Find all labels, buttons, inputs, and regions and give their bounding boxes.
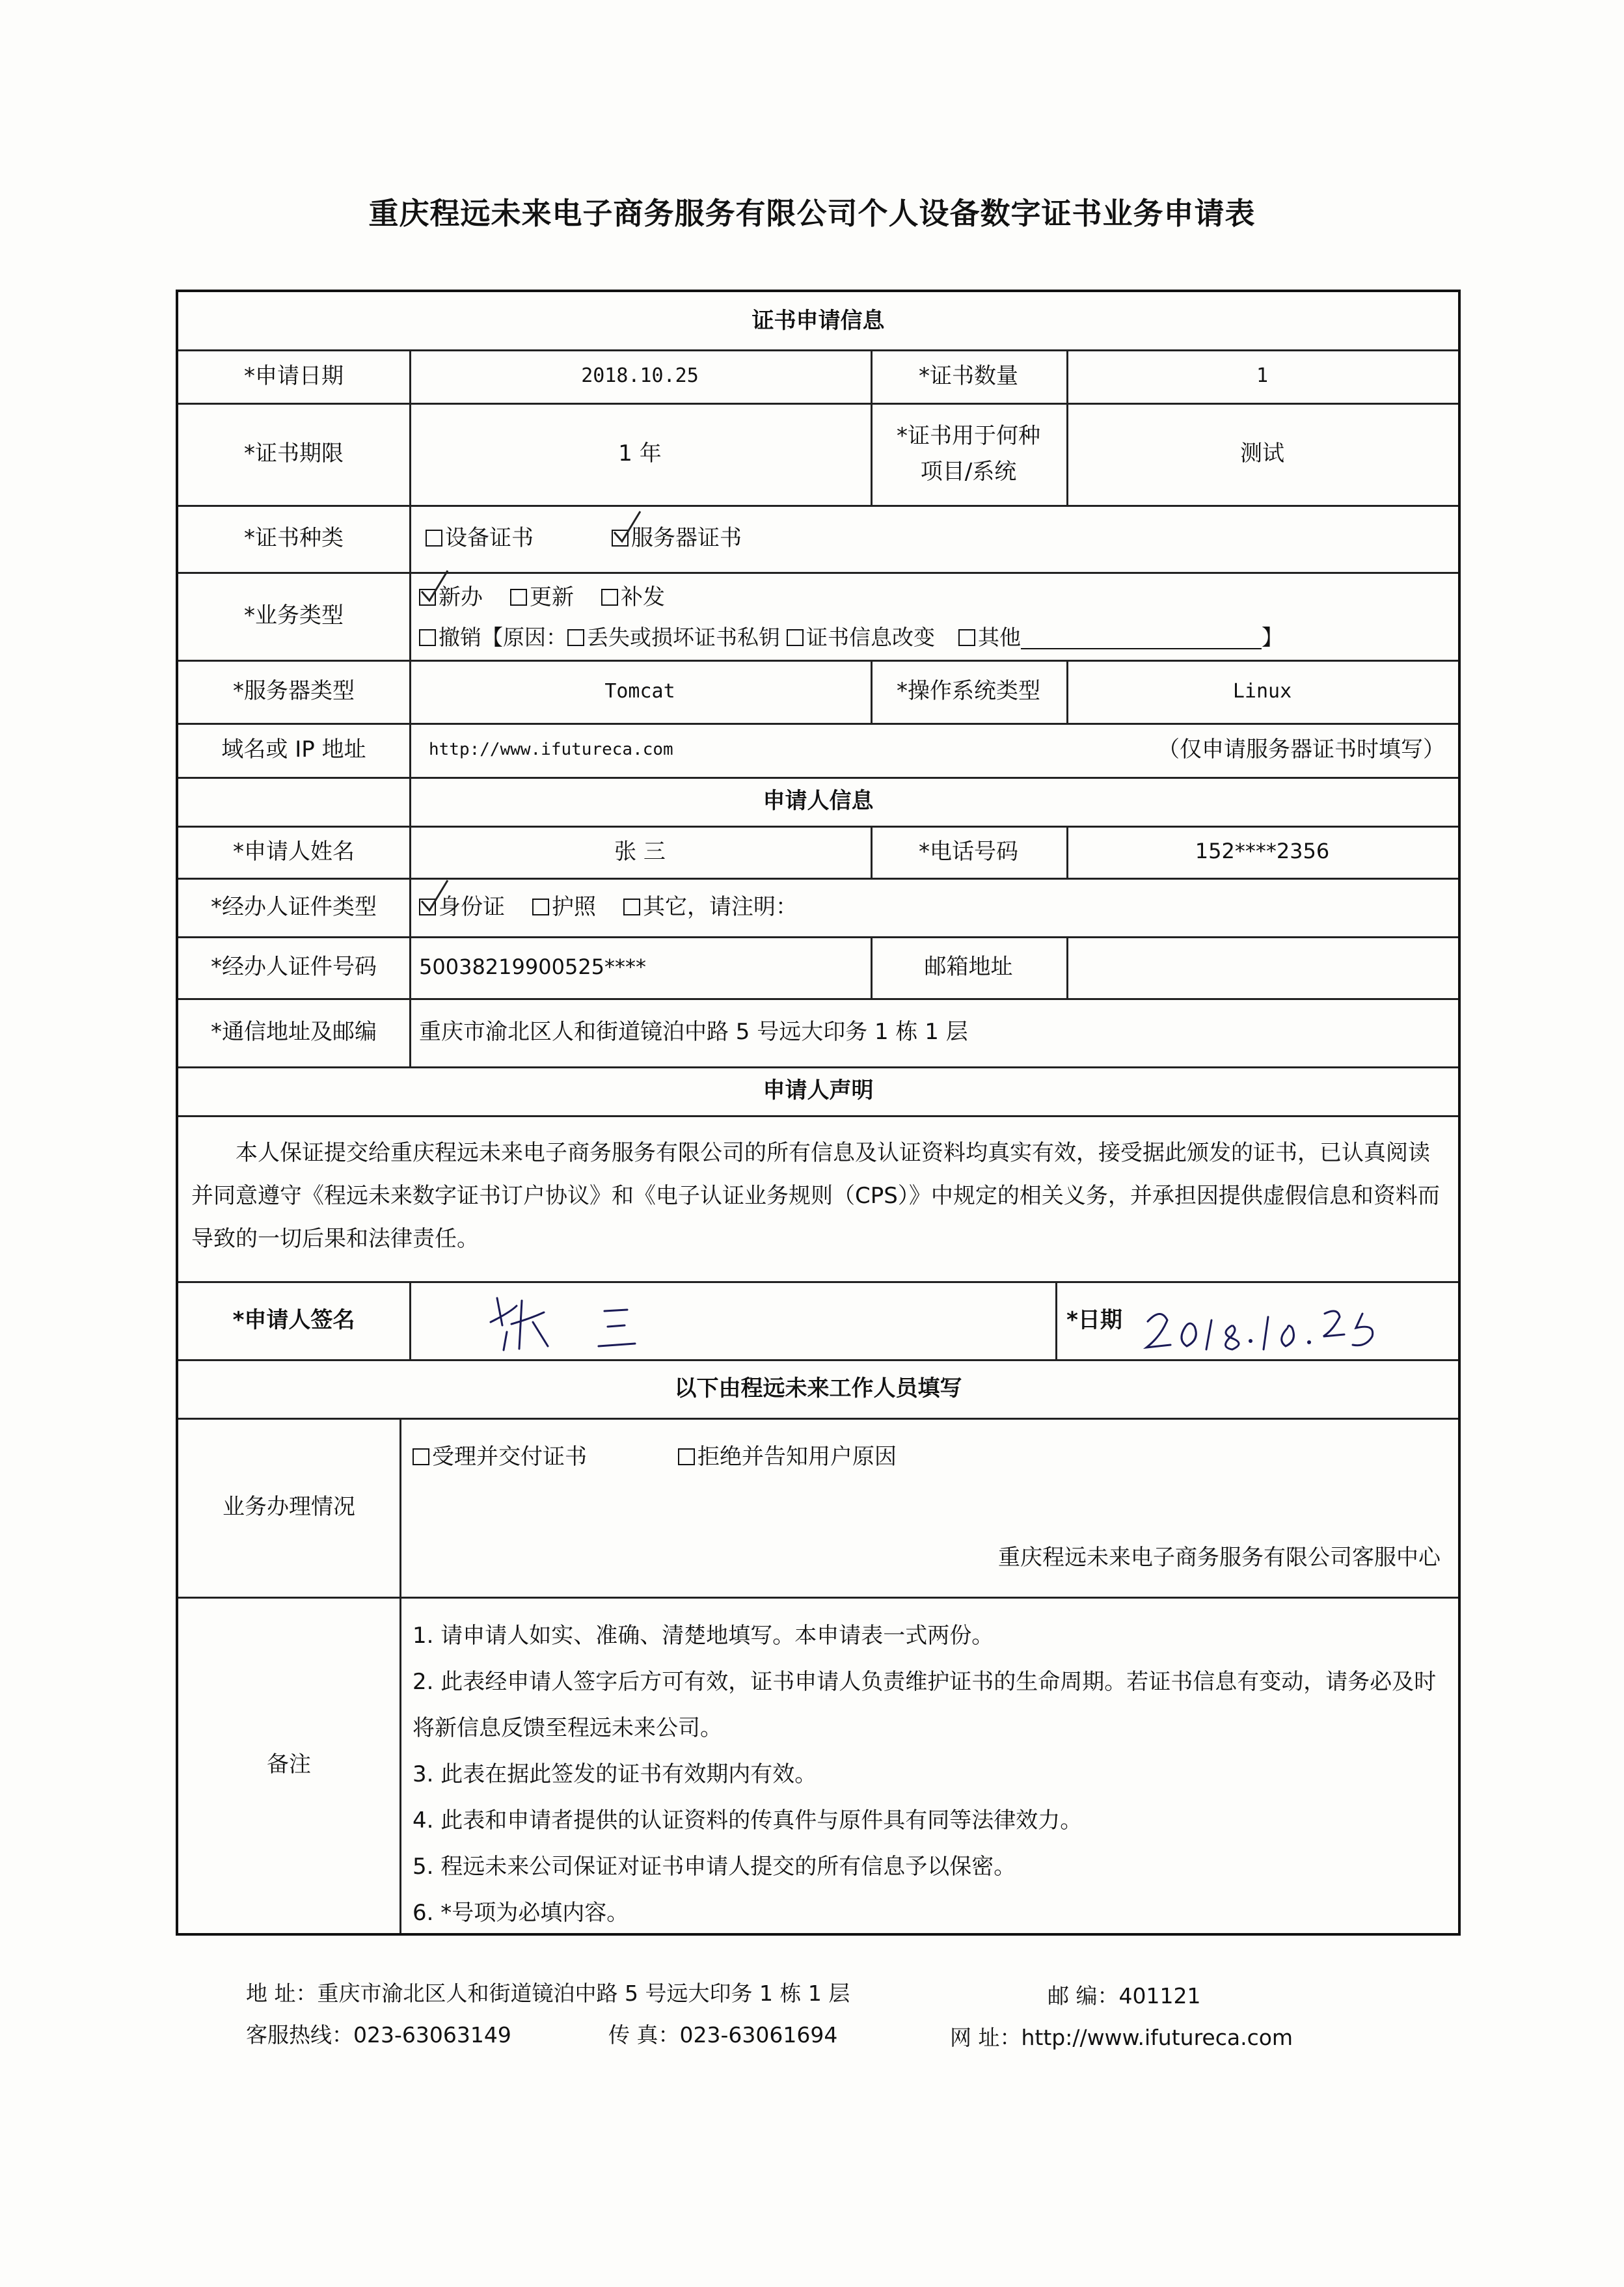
phone-value[interactable]: 152****2356 xyxy=(1195,839,1330,864)
note-item: 3. 此表在据此签发的证书有效期内有效。 xyxy=(413,1761,817,1787)
other-blank[interactable] xyxy=(1021,627,1262,649)
declaration-text: 本人保证提交给重庆程远未来电子商务服务有限公司的所有信息及认证资料均真实有效，接受据此颁发的证书，已认真阅读并同意遵守《程远未来数字证书订户协议》和《电子认证业务规则（CPS）》中规定的相关义务，并承担因提供虚假信息和资料而导致的一切后果和法律责任。 xyxy=(191,1140,1440,1252)
checkbox-icon[interactable] xyxy=(426,530,442,547)
biz-type-options xyxy=(419,572,1447,616)
email-value[interactable] xyxy=(1066,936,1458,998)
checkbox-icon[interactable] xyxy=(510,589,527,606)
notes-list xyxy=(413,1613,1454,1936)
option-reissue[interactable]: 补发 xyxy=(601,580,665,615)
server-type-value[interactable]: Tomcat xyxy=(604,679,675,703)
checkbox-checked-icon[interactable] xyxy=(419,589,436,606)
tick-icon xyxy=(418,878,457,917)
page-title: 重庆程远未来电子商务服务有限公司个人设备数字证书业务申请表 xyxy=(368,196,1256,231)
option-other[interactable]: 其他 xyxy=(958,621,1021,655)
id-type-label: *经办人证件类型 xyxy=(211,893,377,920)
note-item: 6. *号项为必填内容。 xyxy=(413,1900,629,1926)
checkbox-checked-icon[interactable] xyxy=(612,530,629,547)
checkbox-icon[interactable] xyxy=(413,1448,429,1465)
id-type-options xyxy=(419,878,1447,936)
id-no-value[interactable]: 50038219900525**** xyxy=(419,954,647,979)
notes-label: 备注 xyxy=(267,1752,311,1778)
usage-label-line2: 项目/系统 xyxy=(920,458,1017,485)
note-item: 5. 程远未来公司保证对证书申请人提交的所有信息予以保密。 xyxy=(413,1854,1016,1880)
option-new[interactable]: 新办 xyxy=(419,580,483,615)
checkbox-icon[interactable] xyxy=(623,899,640,915)
address-label: *通信地址及邮编 xyxy=(211,1019,377,1046)
date-value[interactable]: 2018.10.25 xyxy=(581,364,699,387)
note-item: 2. 此表经申请人签字后方可有效，证书申请人负责维护证书的生命周期。若证书信息有变动，请务必及时将新信息反馈至程远未来公司。 xyxy=(413,1669,1437,1741)
name-value[interactable]: 张 三 xyxy=(614,838,666,865)
handling-label: 业务办理情况 xyxy=(223,1494,355,1521)
option-id-card[interactable]: 身份证 xyxy=(419,889,505,925)
address-value[interactable]: 重庆市渝北区人和街道镜泊中路 5 号远大印务 1 栋 1 层 xyxy=(419,1019,968,1046)
option-other-id[interactable]: 其它，请注明： xyxy=(623,889,798,925)
server-type-label: *服务器类型 xyxy=(233,678,355,705)
revoke-row xyxy=(419,616,1447,660)
option-lost-key[interactable]: 丢失或损坏证书私钥 xyxy=(567,621,780,655)
note-item: 4. 此表和申请者提供的认证资料的传真件与原件具有同等法律效力。 xyxy=(413,1807,1083,1834)
qty-label: *证书数量 xyxy=(919,362,1018,389)
domain-label: 域名或 IP 地址 xyxy=(221,737,366,763)
usage-label xyxy=(871,403,1066,505)
domain-note: （仅申请服务器证书时填写） xyxy=(1157,737,1445,763)
tick-icon xyxy=(418,568,457,607)
sign-date-label: *日期 xyxy=(1066,1306,1122,1333)
section-staff: 以下由程远未来工作人员填写 xyxy=(674,1375,962,1401)
date-label: *申请日期 xyxy=(244,362,344,389)
domain-value[interactable]: http://www.ifutureca.com xyxy=(429,739,673,759)
cert-type-options xyxy=(426,505,1434,572)
footer-website[interactable]: 网 址：http://www.ifutureca.com xyxy=(950,2025,1293,2050)
os-type-value[interactable]: Linux xyxy=(1232,679,1292,703)
checkbox-icon[interactable] xyxy=(958,629,975,646)
os-type-label: *操作系统类型 xyxy=(897,678,1040,705)
usage-label-line1: *证书用于何种 xyxy=(897,423,1040,450)
checkbox-icon[interactable] xyxy=(532,899,549,915)
handwritten-date[interactable] xyxy=(1135,1288,1408,1356)
section-applicant-info: 申请人信息 xyxy=(763,788,874,815)
id-no-label: *经办人证件号码 xyxy=(211,954,377,981)
signature-label: *申请人签名 xyxy=(232,1306,355,1333)
checkbox-checked-icon[interactable] xyxy=(419,899,436,915)
option-server-cert[interactable]: 服务器证书 xyxy=(612,521,742,556)
note-item: 1. 请申请人如实、准确、清楚地填写。本申请表一式两份。 xyxy=(413,1623,994,1649)
option-revoke[interactable]: 撤销 xyxy=(419,621,481,655)
option-renew[interactable]: 更新 xyxy=(510,580,574,615)
qty-value[interactable]: 1 xyxy=(1256,364,1269,387)
section-cert-info: 证书申请信息 xyxy=(751,307,885,334)
option-passport[interactable]: 护照 xyxy=(532,889,596,925)
option-device-cert[interactable]: 设备证书 xyxy=(426,521,534,556)
phone-label: *电话号码 xyxy=(919,838,1018,865)
applicant-signature[interactable] xyxy=(471,1286,731,1355)
checkbox-icon[interactable] xyxy=(567,629,584,646)
email-label: 邮箱地址 xyxy=(924,954,1013,981)
checkbox-icon[interactable] xyxy=(419,629,436,646)
footer-address: 地 址：重庆市渝北区人和街道镜泊中路 5 号远大印务 1 栋 1 层 xyxy=(246,1981,850,2006)
usage-value[interactable]: 测试 xyxy=(1240,440,1284,467)
footer-postcode: 邮 编：401121 xyxy=(1048,1983,1201,2009)
biz-type-label: *业务类型 xyxy=(244,602,344,629)
footer-hotline: 客服热线：023-63063149 xyxy=(246,2022,511,2048)
checkbox-icon[interactable] xyxy=(678,1448,695,1465)
reason-prefix: 【原因： xyxy=(481,625,567,651)
checkbox-icon[interactable] xyxy=(787,629,804,646)
option-info-change[interactable]: 证书信息改变 xyxy=(787,621,935,655)
period-value[interactable]: 1 年 xyxy=(618,440,662,467)
service-center: 重庆程远未来电子商务服务有限公司客服中心 xyxy=(998,1544,1441,1571)
tick-icon xyxy=(610,509,649,548)
period-label: *证书期限 xyxy=(244,440,344,467)
option-accept[interactable]: 受理并交付证书 xyxy=(413,1439,587,1474)
footer-fax: 传 真：023-63061694 xyxy=(608,2022,838,2048)
handling-options xyxy=(413,1434,1441,1480)
cert-type-label: *证书种类 xyxy=(244,525,344,552)
handwritten-date-icon xyxy=(1135,1288,1408,1356)
handwritten-signature-icon xyxy=(471,1286,731,1355)
section-declaration: 申请人声明 xyxy=(763,1077,874,1104)
name-label: *申请人姓名 xyxy=(233,838,355,865)
checkbox-icon[interactable] xyxy=(601,589,618,606)
application-form xyxy=(176,290,1461,1936)
option-reject[interactable]: 拒绝并告知用户原因 xyxy=(678,1439,897,1474)
reason-suffix: 】 xyxy=(1262,625,1283,651)
